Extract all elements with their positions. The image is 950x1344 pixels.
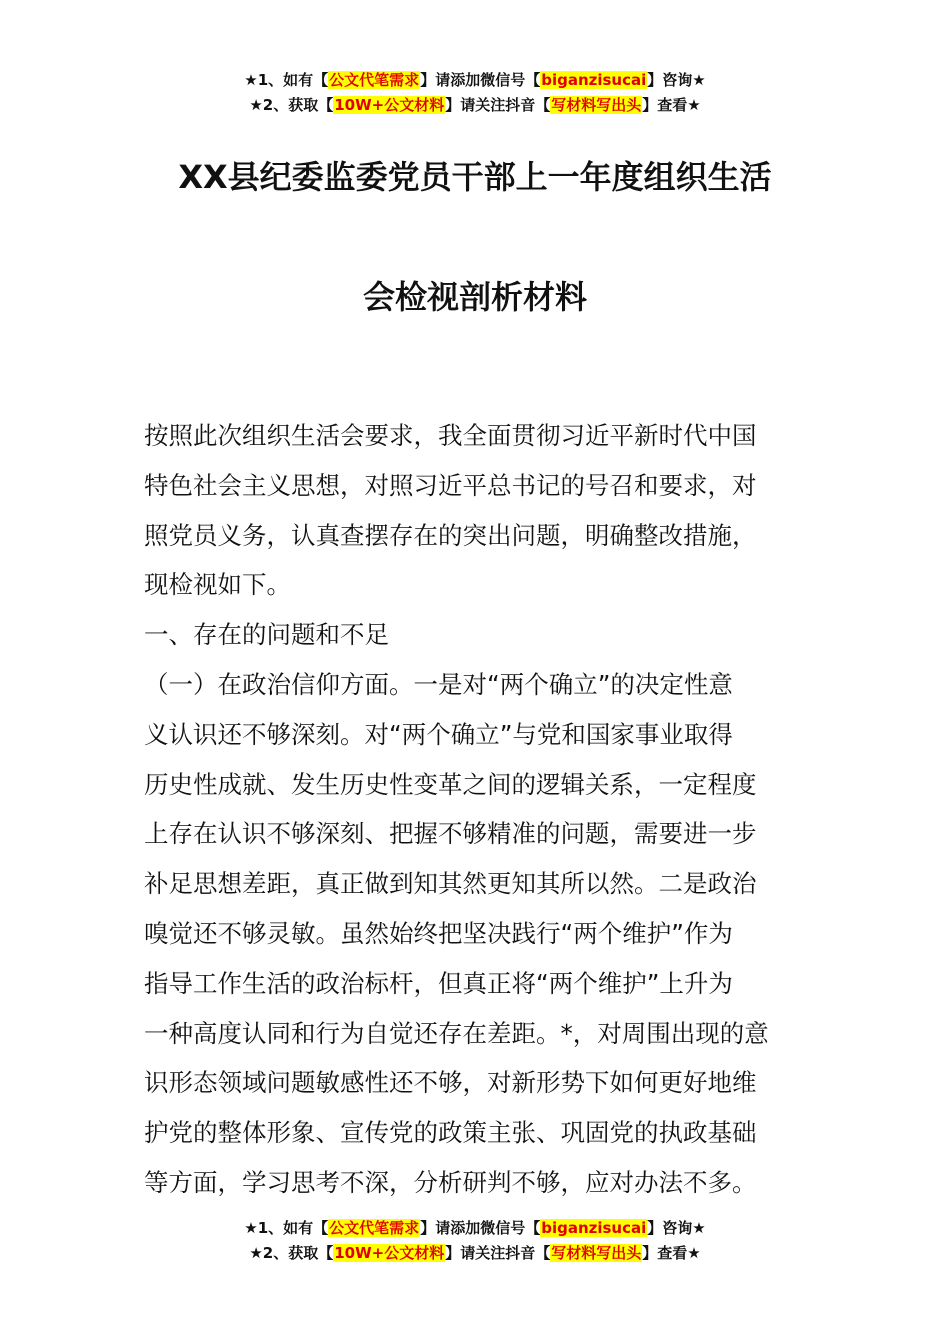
body-line: 护党的整体形象、宣传党的政策主张、巩固党的执政基础: [144, 1118, 757, 1148]
body-line: 特色社会主义思想，对照习近平总书记的号召和要求，对: [144, 470, 757, 500]
body-line: （一）在政治信仰方面。一是对“两个确立”的决定性意: [144, 669, 733, 699]
ad-douyin-account: 写材料写出头: [551, 1244, 642, 1262]
body-line: 历史性成就、发生历史性变革之间的逻辑关系，一定程度: [144, 769, 757, 799]
body-line: 指导工作生活的政治标杆，但真正将“两个维护”上升为: [144, 968, 733, 998]
ad-highlight: 公文代笔需求: [329, 71, 420, 89]
body-line: 上存在认识不够深刻、把握不够精准的问题，需要进一步: [144, 819, 757, 849]
document-title-line-2: 会检视剖析材料: [362, 278, 587, 316]
body-line: 嗅觉还不够灵敏。虽然始终把坚决践行“两个维护”作为: [144, 918, 733, 948]
ad-highlight: 10W+公文材料: [334, 96, 445, 114]
body-line: 按照此次组织生活会要求，我全面贯彻习近平新时代中国: [144, 421, 757, 450]
bottom-ad-banner: [0, 1216, 950, 1266]
ad-highlight: 公文代笔需求: [329, 1219, 420, 1237]
ad-highlight: 10W+公文材料: [334, 1244, 445, 1262]
ad-line-1: ★1、如有【公文代笔需求】请添加微信号【biganzisucai】咨询★: [244, 71, 706, 89]
body-line: 识形态领域问题敏感性还不够，对新形势下如何更好地维: [144, 1068, 757, 1098]
section-heading: 一、存在的问题和不足: [144, 620, 389, 650]
ad-line-1: ★1、如有【公文代笔需求】请添加微信号【biganzisucai】咨询★: [244, 1219, 706, 1237]
ad-douyin-account: 写材料写出头: [551, 96, 642, 114]
body-line: 等方面，学习思考不深，分析研判不够，应对办法不多。: [144, 1167, 757, 1197]
body-line: 照党员义务，认真查摆存在的突出问题，明确整改措施，: [144, 520, 757, 550]
document-title-line-1: XX县纪委监委党员干部上一年度组织生活: [178, 158, 772, 196]
body-line: 现检视如下。: [144, 570, 291, 600]
ad-wechat-id: biganzisucai: [541, 71, 647, 89]
body-line: 义认识还不够深刻。对“两个确立”与党和国家事业取得: [144, 719, 733, 749]
document-body: [144, 411, 808, 1208]
top-ad-banner: [0, 68, 950, 118]
ad-line-2: ★2、获取【10W+公文材料】请关注抖音【写材料写出头】查看★: [249, 96, 701, 114]
ad-line-2: ★2、获取【10W+公文材料】请关注抖音【写材料写出头】查看★: [249, 1244, 701, 1262]
ad-wechat-id: biganzisucai: [541, 1219, 647, 1237]
body-line: 一种高度认同和行为自觉还存在差距。*，对周围出现的意: [144, 1018, 769, 1048]
body-line: 补足思想差距，真正做到知其然更知其所以然。二是政治: [144, 869, 757, 899]
